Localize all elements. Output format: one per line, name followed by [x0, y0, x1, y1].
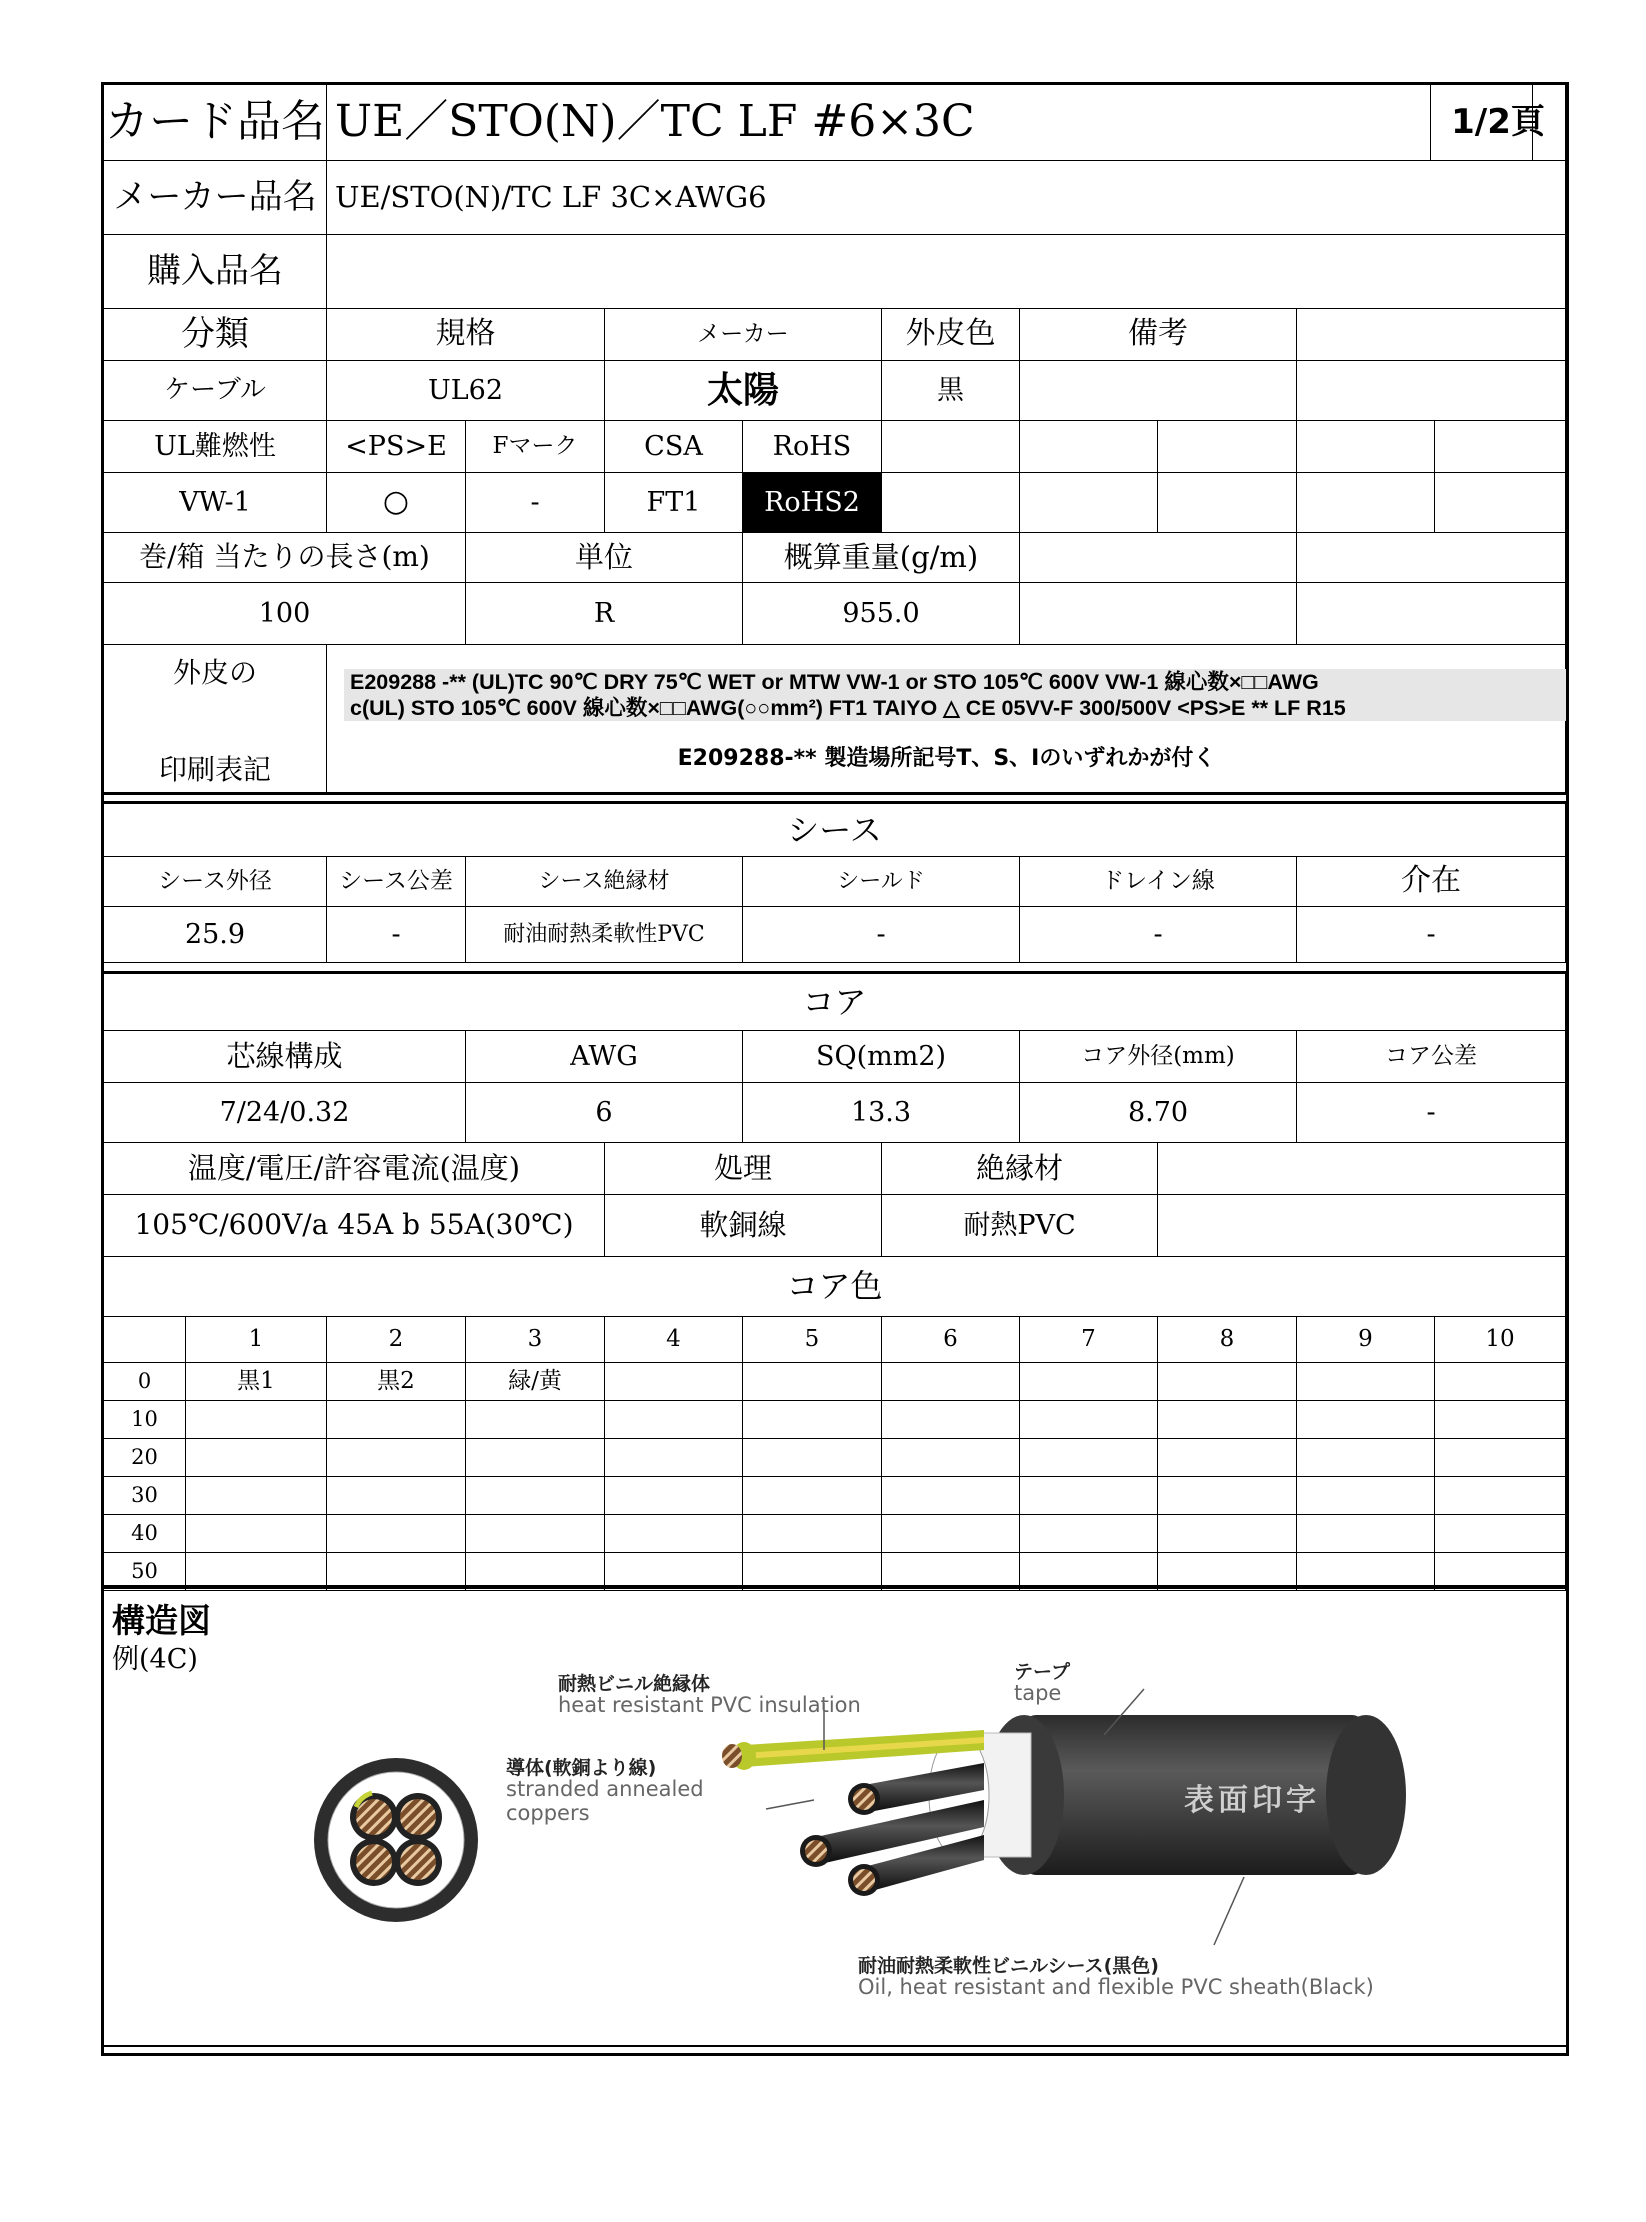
color-row-label: 20	[104, 1439, 186, 1477]
color-cell	[466, 1439, 605, 1477]
color-column-header: 8	[1158, 1317, 1297, 1363]
blank-cell	[1435, 473, 1566, 533]
color-cell	[1158, 1477, 1297, 1515]
drain-value: -	[1020, 907, 1297, 963]
color-cell	[605, 1477, 743, 1515]
color-column-header: 7	[1020, 1317, 1158, 1363]
sheath-tol-label: シース公差	[327, 857, 466, 907]
color-row-label: 10	[104, 1401, 186, 1439]
color-cell	[882, 1401, 1020, 1439]
remarks-value	[1020, 361, 1297, 421]
blank-cell	[1297, 309, 1566, 361]
color-cell	[1020, 1515, 1158, 1553]
color-cell	[1297, 1363, 1435, 1401]
color-cell	[1020, 1477, 1158, 1515]
csa-value: FT1	[605, 473, 743, 533]
color-cell	[605, 1401, 743, 1439]
color-cell	[1158, 1363, 1297, 1401]
spec-sheet	[101, 82, 1569, 2056]
color-column-header: 2	[327, 1317, 466, 1363]
classification-value: ケーブル	[104, 361, 327, 421]
unit-value: R	[466, 583, 743, 645]
purchase-name-label: 購入品名	[104, 235, 327, 309]
core-tol-value: -	[1297, 1083, 1566, 1143]
awg-value: 6	[466, 1083, 743, 1143]
treatment-label: 処理	[605, 1143, 882, 1195]
bottom-rule	[104, 2045, 1566, 2047]
printing-line-2: c(UL) STO 105℃ 600V 線心数×□□AWG(○○mm²) FT1 TAIYO △ CE 05VV-F 300/500V <PS>E ** LF R15	[350, 696, 1346, 720]
color-row-label: 40	[104, 1515, 186, 1553]
color-cell	[605, 1439, 743, 1477]
color-cell	[1020, 1363, 1158, 1401]
pse-label: <PS>E	[327, 421, 466, 473]
color-row-label: 0	[104, 1363, 186, 1401]
color-cell	[1158, 1515, 1297, 1553]
core-od-value: 8.70	[1020, 1083, 1297, 1143]
color-cell	[1297, 1515, 1435, 1553]
sheath-label-jp: 耐油耐熱柔軟性ビニルシース(黒色)	[858, 1955, 1159, 1977]
filler-value: -	[1297, 907, 1566, 963]
sheath-od-label: シース外径	[104, 857, 327, 907]
awg-label: AWG	[466, 1031, 743, 1083]
color-cell	[327, 1401, 466, 1439]
color-cell	[743, 1401, 882, 1439]
color-cell	[466, 1401, 605, 1439]
ul-flame-value: VW-1	[104, 473, 327, 533]
card-name-label: カード品名	[104, 85, 327, 161]
sheath-material-value: 耐油耐熱柔軟性PVC	[466, 907, 743, 963]
color-cell	[882, 1439, 1020, 1477]
color-cell	[743, 1363, 882, 1401]
leader-line	[1214, 1877, 1244, 1945]
conductor-label-jp: 導体(軟銅より線)	[506, 1757, 657, 1779]
color-cell	[1435, 1363, 1566, 1401]
color-cell	[743, 1515, 882, 1553]
length-label: 巻/箱 当たりの長さ(m)	[104, 533, 466, 583]
blank-cell	[1020, 583, 1297, 645]
standard-label: 規格	[327, 309, 605, 361]
color-cell	[1158, 1439, 1297, 1477]
sheath-color-label: 外皮色	[882, 309, 1020, 361]
color-cell	[743, 1477, 882, 1515]
surface-print-label: 表面印字	[1184, 1783, 1320, 1818]
standard-value: UL62	[327, 361, 605, 421]
printing-note: E209288-** 製造場所記号T、S、Iのいずれかが付く	[677, 746, 1216, 771]
core-tol-label: コア公差	[1297, 1031, 1566, 1083]
printing-label-top: 外皮の	[172, 656, 257, 689]
color-cell	[186, 1439, 327, 1477]
color-cell	[743, 1439, 882, 1477]
color-cell: 黒1	[186, 1363, 327, 1401]
conductor-label-en: stranded annealed	[506, 1777, 704, 1801]
color-column-header: 1	[186, 1317, 327, 1363]
tape-label-en: tape	[1014, 1681, 1062, 1705]
sheath-label-en: Oil, heat resistant and flexible PVC sheath(Black)	[858, 1975, 1374, 1999]
conductor-value: 7/24/0.32	[104, 1083, 466, 1143]
blank-cell	[1297, 361, 1566, 421]
color-cell	[605, 1515, 743, 1553]
color-column-header: 6	[882, 1317, 1020, 1363]
structure-title: 構造図	[112, 1601, 211, 1640]
printing-line-1: E209288 -** (UL)TC 90℃ DRY 75℃ WET or MTW VW-1 or STO 105℃ 600V VW-1 線心数×□□AWG	[350, 670, 1319, 694]
color-cell	[1297, 1401, 1435, 1439]
blank-cell	[1435, 421, 1566, 473]
blank-cell	[1297, 583, 1566, 645]
shield-label: シールド	[743, 857, 1020, 907]
sheath-tol-value: -	[327, 907, 466, 963]
insulation-label-en: heat resistant PVC insulation	[558, 1693, 861, 1717]
color-column-header: 4	[605, 1317, 743, 1363]
treatment-value: 軟銅線	[605, 1195, 882, 1257]
csa-label: CSA	[605, 421, 743, 473]
f-mark-label: Fマーク	[466, 421, 605, 473]
blank-cell	[1297, 473, 1435, 533]
color-cell: 緑/黄	[466, 1363, 605, 1401]
color-cell	[327, 1477, 466, 1515]
color-cell	[882, 1363, 1020, 1401]
leader-line	[766, 1800, 814, 1809]
blank-cell	[1297, 421, 1435, 473]
color-cell	[186, 1515, 327, 1553]
core-color-title: コア色	[104, 1257, 1566, 1317]
f-mark-value: -	[466, 473, 605, 533]
blank-cell	[1020, 533, 1297, 583]
conductor-label: 芯線構成	[104, 1031, 466, 1083]
blank-cell	[1158, 421, 1297, 473]
maker-label: メーカー	[605, 309, 882, 361]
page-number: 1/2頁	[1430, 85, 1566, 161]
color-cell	[186, 1477, 327, 1515]
color-cell	[1020, 1401, 1158, 1439]
color-cell	[186, 1401, 327, 1439]
rohs-label: RoHS	[743, 421, 882, 473]
rohs-value: RoHS2	[743, 473, 882, 533]
filler-label: 介在	[1297, 857, 1566, 907]
color-cell	[1435, 1477, 1566, 1515]
sheath-material-label: シース絶縁材	[466, 857, 743, 907]
color-cell	[882, 1477, 1020, 1515]
color-cell	[1297, 1439, 1435, 1477]
color-column-header: 10	[1435, 1317, 1566, 1363]
color-cell	[882, 1515, 1020, 1553]
pse-value: ○	[327, 473, 466, 533]
maker-value: 太陽	[605, 361, 882, 421]
color-cell	[327, 1515, 466, 1553]
unit-label: 単位	[466, 533, 743, 583]
color-column-header: 3	[466, 1317, 605, 1363]
color-corner-cell	[104, 1317, 186, 1363]
color-row-label: 50	[104, 1553, 186, 1591]
cross-section-icon	[314, 1758, 478, 1922]
length-value: 100	[104, 583, 466, 645]
rating-value: 105℃/600V/a 45A b 55A(30℃)	[104, 1195, 605, 1257]
conductor-label-en-2: coppers	[506, 1801, 590, 1825]
card-name-value: UE／STO(N)／TC LF #6×3C	[327, 85, 1533, 161]
tape-label-jp: テープ	[1014, 1661, 1071, 1683]
color-cell: 黒2	[327, 1363, 466, 1401]
blank-cell	[1297, 533, 1566, 583]
color-cell	[1020, 1439, 1158, 1477]
sheath-title: シース	[104, 801, 1566, 857]
printing-label-bottom: 印刷表記	[158, 752, 271, 786]
color-cell	[1158, 1401, 1297, 1439]
remarks-label: 備考	[1020, 309, 1297, 361]
insulation-label: 絶縁材	[882, 1143, 1158, 1195]
blank-cell	[1158, 473, 1297, 533]
blank-cell	[1158, 1195, 1566, 1257]
sheath-od-value: 25.9	[104, 907, 327, 963]
core-title: コア	[104, 971, 1566, 1031]
color-cell	[605, 1363, 743, 1401]
blank-cell	[1158, 1143, 1566, 1195]
purchase-name-value	[327, 235, 1566, 309]
sq-value: 13.3	[743, 1083, 1020, 1143]
sheath-color-value: 黒	[882, 361, 1020, 421]
color-cell	[327, 1439, 466, 1477]
rating-label: 温度/電圧/許容電流(温度)	[104, 1143, 605, 1195]
printing-label-cell	[104, 645, 327, 795]
classification-label: 分類	[104, 309, 327, 361]
blank-cell	[882, 421, 1020, 473]
color-column-header: 5	[743, 1317, 882, 1363]
color-cell	[1435, 1401, 1566, 1439]
structure-example: 例(4C)	[112, 1644, 198, 1675]
insulation-value: 耐熱PVC	[882, 1195, 1158, 1257]
blank-cell	[882, 473, 1020, 533]
maker-name-label: メーカー品名	[104, 161, 327, 235]
color-cell	[1435, 1439, 1566, 1477]
insulation-label-jp: 耐熱ビニル絶縁体	[558, 1673, 711, 1695]
maker-name-value: UE/STO(N)/TC LF 3C×AWG6	[327, 161, 1566, 235]
ul-flame-label: UL難燃性	[104, 421, 327, 473]
weight-value: 955.0	[743, 583, 1020, 645]
sq-label: SQ(mm2)	[743, 1031, 1020, 1083]
color-column-header: 9	[1297, 1317, 1435, 1363]
weight-label: 概算重量(g/m)	[743, 533, 1020, 583]
color-cell	[466, 1477, 605, 1515]
color-row-label: 30	[104, 1477, 186, 1515]
shield-value: -	[743, 907, 1020, 963]
color-cell	[1435, 1515, 1566, 1553]
core-od-label: コア外径(mm)	[1020, 1031, 1297, 1083]
blank-cell	[1020, 421, 1158, 473]
printing-text-box	[344, 669, 1566, 721]
color-cell	[1297, 1477, 1435, 1515]
drain-label: ドレイン線	[1020, 857, 1297, 907]
blank-cell	[1020, 473, 1158, 533]
color-cell	[466, 1515, 605, 1553]
